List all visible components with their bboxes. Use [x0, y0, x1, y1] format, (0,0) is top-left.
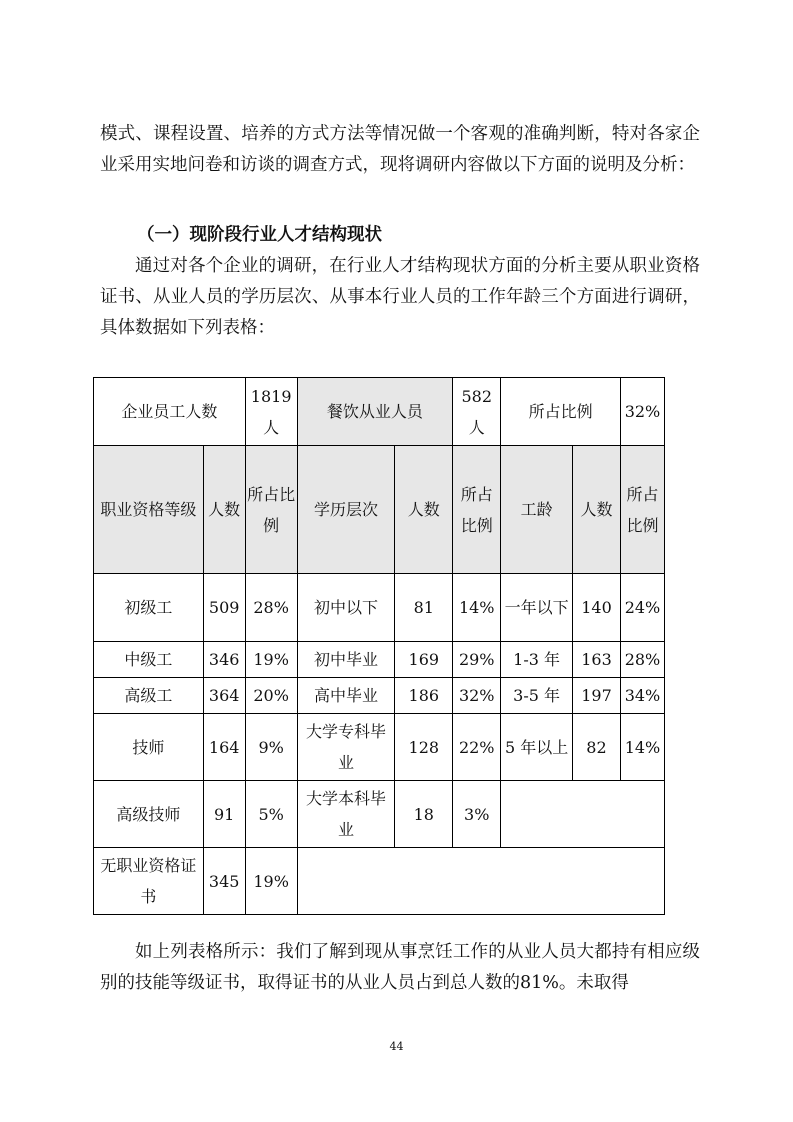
edu-ratio: 32% [453, 678, 501, 714]
header-years: 工龄 [501, 446, 573, 574]
conclusion-paragraph: 如上列表格所示：我们了解到现从事烹饪工作的从业人员大都持有相应级别的技能等级证书，取得证书的从业人员占到总人数的81%。未取得 [100, 942, 700, 993]
edu-level: 高中毕业 [297, 678, 395, 714]
table-row [94, 642, 665, 678]
staff-value: 1819人 [245, 378, 297, 446]
edu-count: 128 [395, 714, 453, 781]
cert-count: 346 [203, 642, 245, 678]
cert-ratio: 5% [245, 781, 297, 848]
cert-level: 无职业资格证书 [94, 848, 204, 915]
years-count: 197 [573, 678, 621, 714]
cert-ratio: 19% [245, 642, 297, 678]
header-cert: 职业资格等级 [94, 446, 204, 574]
empty-cell [501, 781, 665, 848]
table-row [94, 678, 665, 714]
header-edu-count: 人数 [395, 446, 453, 574]
cert-count: 164 [203, 714, 245, 781]
header-years-ratio: 所占比例 [620, 446, 664, 574]
table-row [94, 848, 665, 915]
cert-level: 高级技师 [94, 781, 204, 848]
edu-level: 大学本科毕业 [297, 781, 395, 848]
years-ratio: 28% [620, 642, 664, 678]
cert-count: 364 [203, 678, 245, 714]
edu-count: 186 [395, 678, 453, 714]
cert-ratio: 9% [245, 714, 297, 781]
header-row [94, 446, 665, 574]
table-row [94, 781, 665, 848]
years-count: 163 [573, 642, 621, 678]
cert-ratio: 19% [245, 848, 297, 915]
ratio-value: 32% [620, 378, 664, 446]
cert-level: 中级工 [94, 642, 204, 678]
header-cert-ratio: 所占比例 [245, 446, 297, 574]
header-edu: 学历层次 [297, 446, 395, 574]
edu-level: 初中毕业 [297, 642, 395, 678]
ratio-label: 所占比例 [501, 378, 621, 446]
edu-level: 初中以下 [297, 574, 395, 642]
years-ratio: 34% [620, 678, 664, 714]
cert-count: 345 [203, 848, 245, 915]
years-level: 3-5 年 [501, 678, 573, 714]
cert-count: 91 [203, 781, 245, 848]
cert-level: 技师 [94, 714, 204, 781]
edu-ratio: 29% [453, 642, 501, 678]
years-level: 1-3 年 [501, 642, 573, 678]
section-heading: （一）现阶段行业人才结构现状 [137, 225, 382, 245]
staff-label: 企业员工人数 [94, 378, 246, 446]
catering-label: 餐饮从业人员 [297, 378, 453, 446]
summary-row [94, 378, 665, 446]
edu-ratio: 14% [453, 574, 501, 642]
cert-level: 高级工 [94, 678, 204, 714]
years-ratio: 24% [620, 574, 664, 642]
edu-count: 81 [395, 574, 453, 642]
edu-count: 169 [395, 642, 453, 678]
cert-count: 509 [203, 574, 245, 642]
edu-level: 大学专科毕业 [297, 714, 395, 781]
years-count: 82 [573, 714, 621, 781]
table-row [94, 574, 665, 642]
years-level: 一年以下 [501, 574, 573, 642]
header-years-count: 人数 [573, 446, 621, 574]
intro-paragraph: 模式、课程设置、培养的方式方法等情况做一个客观的准确判断，特对各家企业采用实地问卷和访谈的调查方式，现将调研内容做以下方面的说明及分析： [100, 124, 700, 175]
talent-structure-table [93, 377, 665, 915]
cert-ratio: 20% [245, 678, 297, 714]
edu-ratio: 3% [453, 781, 501, 848]
survey-paragraph: 通过对各个企业的调研，在行业人才结构现状方面的分析主要从职业资格证书、从业人员的学历层次、从事本行业人员的工作年龄三个方面进行调研，具体数据如下列表格： [100, 256, 700, 338]
page-number: 44 [389, 1040, 404, 1053]
cert-level: 初级工 [94, 574, 204, 642]
header-edu-ratio: 所占比例 [453, 446, 501, 574]
cert-ratio: 28% [245, 574, 297, 642]
catering-value: 582人 [453, 378, 501, 446]
years-ratio: 14% [620, 714, 664, 781]
years-level: 5 年以上 [501, 714, 573, 781]
empty-cell [297, 848, 664, 915]
edu-ratio: 22% [453, 714, 501, 781]
header-cert-count: 人数 [203, 446, 245, 574]
edu-count: 18 [395, 781, 453, 848]
table-row [94, 714, 665, 781]
years-count: 140 [573, 574, 621, 642]
